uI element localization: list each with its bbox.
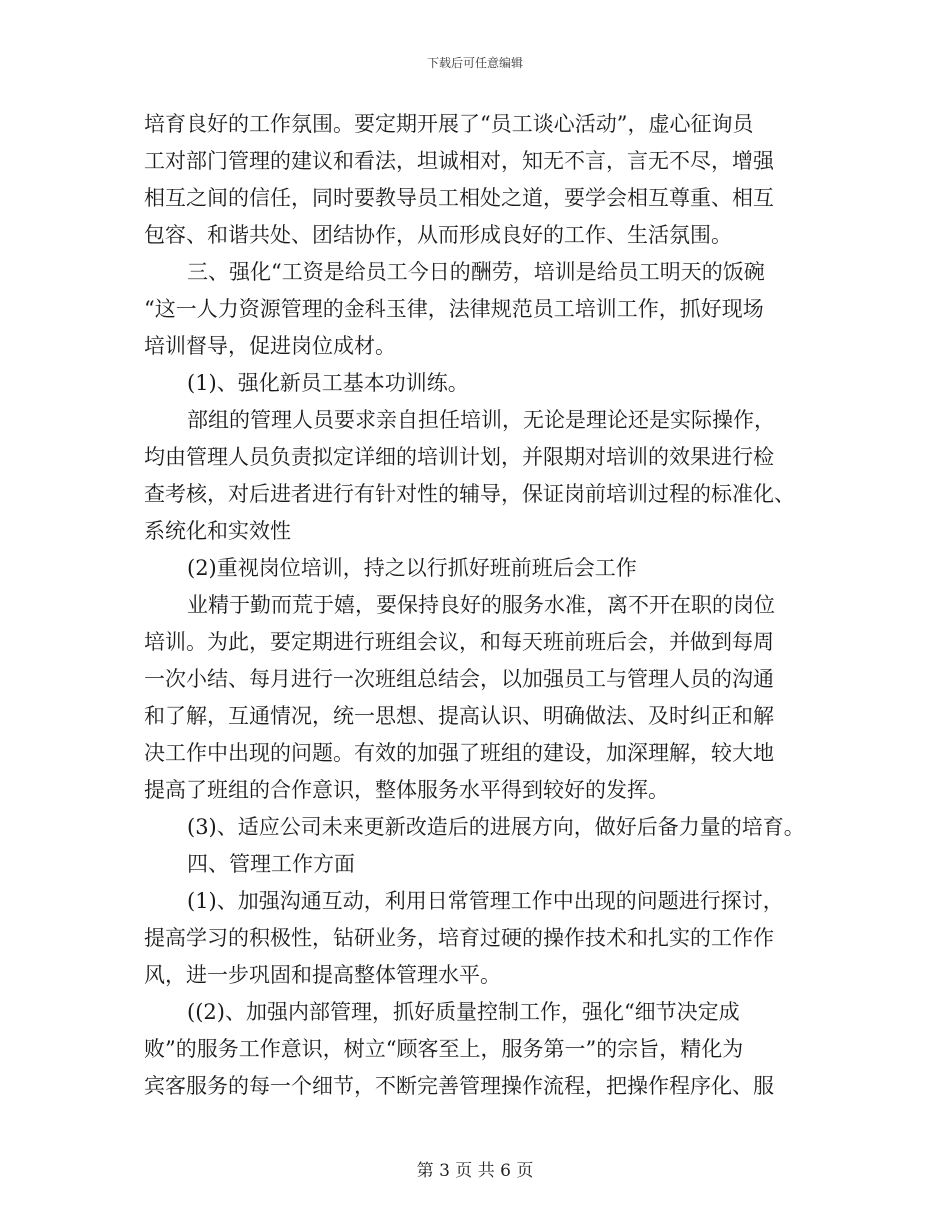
text-line: (2)重视岗位培训，持之以行抓好班前班后会工作	[187, 556, 637, 580]
text-line: (1)、强化新员工基本功训练。	[187, 371, 469, 395]
text-line: (1)、加强沟通互动，利用日常管理工作中出现的问题进行探讨，	[187, 889, 784, 913]
document-body	[144, 106, 824, 1105]
text-line: “这一人力资源管理的金科玉律，法律规范员工培训工作，抓好现场	[144, 297, 764, 321]
text-line: (3)、适应公司未来更新改造后的进展方向，做好后备力量的培育。	[187, 815, 805, 839]
text-line: 系统化和实效性	[144, 519, 291, 543]
text-line: 败”的服务工作意识，树立“顾客至上，服务第一”的宗旨，精化为	[144, 1037, 744, 1061]
page-header: 下载后可任意编辑	[426, 56, 523, 70]
text-line: 决工作中出现的问题。有效的加强了班组的建设，加深理解，较大地	[144, 741, 774, 765]
page-footer: 第 3 页 共 6 页	[416, 1161, 534, 1181]
text-line: 查考核，对后进者进行有针对性的辅导，保证岗前培训过程的标准化、	[144, 482, 795, 506]
text-line: 包容、和谐共处、团结协作，从而形成良好的工作、生活氛围。	[144, 223, 732, 247]
text-line: 部组的管理人员要求亲自担任培训，无论是理论还是实际操作，	[187, 408, 775, 432]
text-line: 一次小结、每月进行一次班组总结会，以加强员工与管理人员的沟通	[144, 667, 774, 691]
text-line: ((2)、加强内部管理，抓好质量控制工作，强化“细节决定成	[187, 1000, 740, 1024]
text-line: 相互之间的信任，同时要教导员工相处之道，要学会相互尊重、相互	[144, 186, 774, 210]
text-line: 培训。为此，要定期进行班组会议，和每天班前班后会，并做到每周	[144, 630, 774, 654]
text-line: 业精于勤而荒于嬉，要保持良好的服务水准，离不开在职的岗位	[187, 593, 775, 617]
text-line: 培训督导，促进岗位成材。	[144, 334, 396, 358]
text-line: 四、管理工作方面	[187, 852, 355, 876]
text-line: 均由管理人员负责拟定详细的培训计划，并限期对培训的效果进行检	[144, 445, 774, 469]
text-line: 和了解，互通情况，统一思想、提高认识、明确做法、及时纠正和解	[144, 704, 774, 728]
text-line: 培育良好的工作氛围。要定期开展了“员工谈心活动”，虚心征询员	[144, 112, 754, 136]
text-line: 工对部门管理的建议和看法，坦诚相对，知无不言，言无不尽，增强	[144, 149, 774, 173]
text-line: 三、强化“工资是给员工今日的酬劳，培训是给员工明天的饭碗	[187, 260, 765, 284]
text-line: 风，进一步巩固和提高整体管理水平。	[144, 963, 501, 987]
text-line: 宾客服务的每一个细节，不断完善管理操作流程，把操作程序化、服	[144, 1074, 774, 1098]
text-line: 提高了班组的合作意识，整体服务水平得到较好的发挥。	[144, 778, 669, 802]
text-line: 提高学习的积极性，钻研业务，培育过硬的操作技术和扎实的工作作	[144, 926, 774, 950]
